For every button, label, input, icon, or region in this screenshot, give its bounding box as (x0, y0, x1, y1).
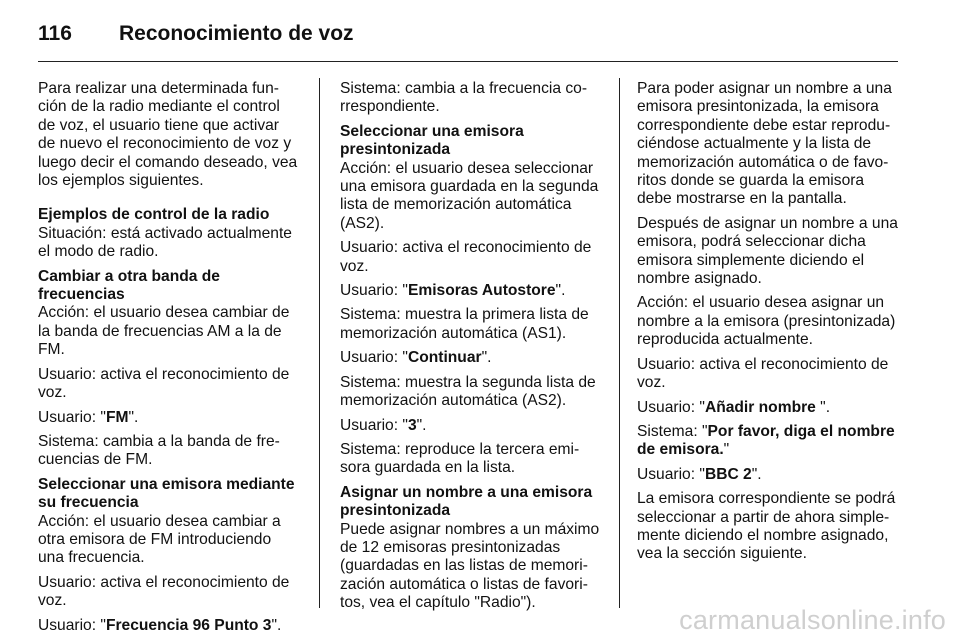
subsection-heading: Seleccionar una emisora mediante su frecuencia (38, 475, 295, 512)
page-title: Reconocimiento de voz (119, 22, 354, 45)
paragraph: Sistema: muestra la primera lista de memorización automática (AS1). (340, 306, 589, 342)
paragraph: Acción: el usuario desea asignar un nombre a la emisora (presintonizada) reproducida actualmente. (637, 294, 896, 349)
paragraph: Puede asignar nombres a un máximo de 12 emisoras presintonizadas (guardadas en las listas de memorización automática o listas de favoritos, vea el capítulo "Radio"). (340, 520, 600, 612)
paragraph: Acción: el usuario desea seleccionar una emisora guardada en la segunda lista de memorización automática (AS2). (340, 159, 599, 232)
paragraph: Usuario: activa el reconocimiento de voz. (38, 365, 290, 402)
paragraph: Usuario: activa el reconocimiento de voz. (38, 573, 290, 610)
section-heading: Ejemplos de control de la radio (38, 206, 270, 224)
dialog-line: Usuario: "FM". (38, 408, 139, 426)
paragraph: Usuario: activa el reconocimiento de voz. (340, 239, 592, 275)
dialog-line: Usuario: "Añadir nombre ". (637, 398, 831, 416)
watermark: carmanualsonline.info (679, 605, 946, 635)
paragraph: Situación: está activado actualmente el modo de radio. (38, 224, 292, 261)
page-header (38, 22, 898, 46)
intro-paragraph: Para realizar una determinada función de la radio mediante el control de voz, el usuario tiene que activar de nuevo el reconocimiento de voz y luego decir el comando deseado, vea los ejemplos siguientes. (38, 80, 298, 190)
column-2 (340, 80, 602, 619)
dialog-line: Usuario: "BBC 2". (637, 465, 762, 483)
paragraph: Para poder asignar un nombre a una emisora presintonizada, la emisora correspondiente debe estar reproduciéndose actualmente y la lista de memorización automática o de favoritos donde se guarda la emisora debe mostrarse en la pantalla. (637, 80, 892, 208)
subsection-heading: Seleccionar una emisora presintonizada (340, 122, 524, 159)
paragraph: Después de asignar un nombre a una emisora, podrá seleccionar dicha emisora simplemente diciendo el nombre asignado. (637, 214, 898, 288)
paragraph: Usuario: activa el reconocimiento de voz. (637, 355, 889, 392)
dialog-line: Usuario: "Frecuencia 96 Punto 3". (38, 616, 282, 634)
column-divider-1 (319, 78, 320, 608)
column-1 (38, 80, 300, 641)
column-3 (637, 80, 899, 570)
dialog-line: Usuario: "Emisoras Autostore". (340, 282, 566, 300)
page-number: 116 (38, 22, 72, 45)
column-divider-2 (619, 78, 620, 608)
paragraph: Sistema: cambia a la frecuencia correspondiente. (340, 80, 588, 116)
paragraph: Sistema: cambia a la banda de frecuencias de FM. (38, 432, 280, 469)
paragraph: Acción: el usuario desea cambiar de la banda de frecuencias AM a la de FM. (38, 304, 290, 359)
paragraph: Sistema: reproduce la tercera emisora guardada en la lista. (340, 440, 580, 477)
subsection-heading: Asignar un nombre a una emisora presintonizada (340, 483, 593, 520)
dialog-line: Usuario: "Continuar". (340, 349, 492, 367)
dialog-line: Sistema: "Por favor, diga el nombre de emisora." (637, 422, 895, 459)
subsection-heading: Cambiar a otra banda de frecuencias (38, 267, 220, 304)
paragraph: Sistema: muestra la segunda lista de memorización automática (AS2). (340, 373, 596, 410)
header-divider (38, 61, 898, 62)
dialog-line: Usuario: "3". (340, 416, 427, 434)
paragraph: Acción: el usuario desea cambiar a otra emisora de FM introduciendo una frecuencia. (38, 512, 281, 567)
paragraph: La emisora correspondiente se podrá seleccionar a partir de ahora simplemente diciendo el nombre asignado, vea la sección siguiente. (637, 490, 896, 563)
